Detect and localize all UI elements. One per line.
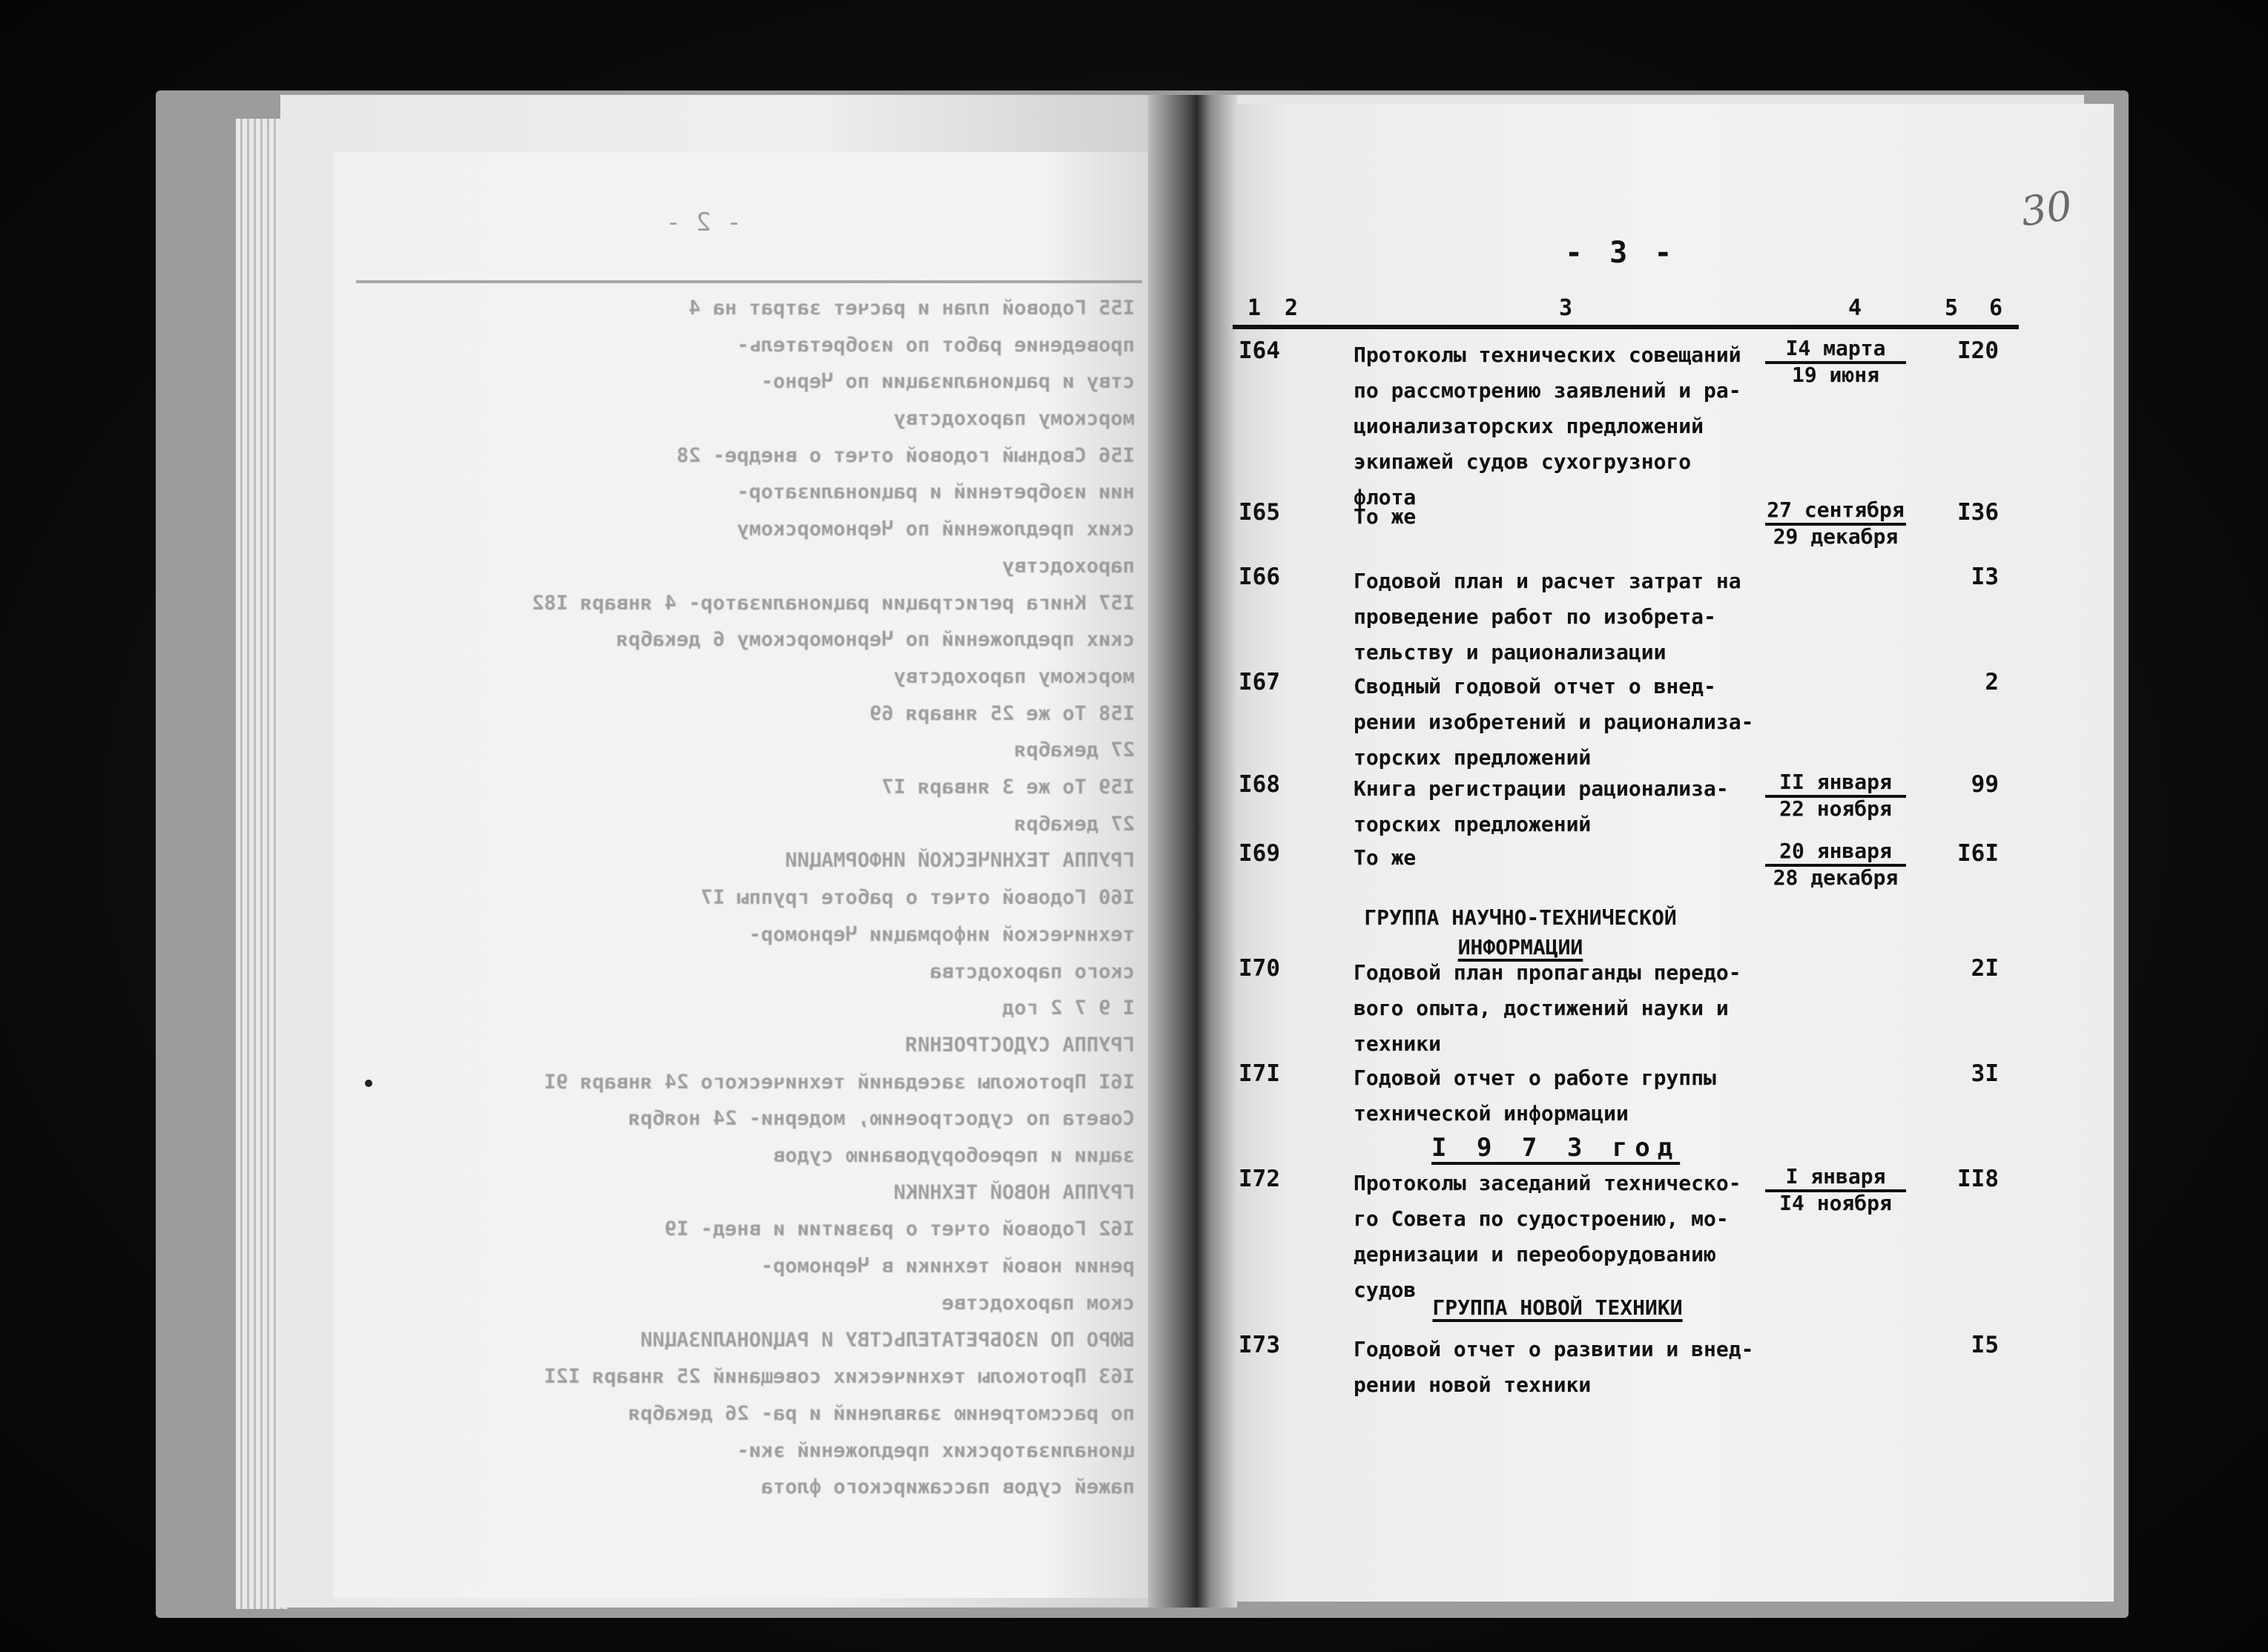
bleed-through-line: ГРУППА СУДОСТРОЕНИЯ: [906, 1034, 1135, 1057]
bleed-through-line: ских предложений по Черноморскому 6 декабря: [616, 628, 1135, 651]
bleed-through-line: пажей судов пассажирского флота: [761, 1476, 1135, 1499]
entry-title: Годовой отчет о работе группы технической информации: [1354, 1065, 1716, 1126]
left-page-bleed-through: [326, 208, 1142, 1513]
section-heading-line: ИНФОРМАЦИИ: [1457, 935, 1583, 959]
bleed-through-line: I56 Сводный годовой отчет о внедре- 28: [676, 444, 1135, 467]
entry-date-from: 20 января: [1765, 840, 1906, 867]
bleed-through-line: I58 То же 25 января 69: [869, 702, 1135, 725]
entry-dates: [1765, 337, 1906, 386]
entry-date-from: I января: [1765, 1166, 1906, 1192]
entry-date-to: 28 декабря: [1773, 865, 1899, 890]
col-header-1: 1: [1247, 295, 1262, 321]
entry-sheet-count: 2I: [1971, 955, 1999, 982]
entry-number: I65: [1239, 499, 1280, 526]
col-header-2: 2: [1285, 295, 1299, 321]
entry-number: I73: [1239, 1332, 1280, 1358]
right-page-content: [1216, 104, 2114, 1602]
bleed-through-line: ГРУППА ТЕХНИЧЕСКОЙ ИНФОРМАЦИИ: [785, 849, 1135, 872]
entry-sheet-count: II8: [1957, 1166, 1999, 1192]
bleed-through-line: зации и переоборудованию судов: [773, 1144, 1135, 1167]
bleed-through-line: ционализаторских предложений эки-: [736, 1439, 1135, 1462]
entry-title: Годовой план и расчет затрат на проведение работ по изобрета- тельству и рационализации: [1354, 569, 1741, 664]
pencil-folio-note: 30: [2017, 182, 2075, 236]
entry-sheet-count: I6I: [1957, 840, 1999, 867]
bleed-through-line: I6I Протоколы заседаний технического 24 января 9I: [544, 1071, 1135, 1094]
bleed-through-line: I55 Годовой план и расчет затрат на 4: [688, 297, 1135, 320]
section-heading-new-tech: [1394, 1293, 1721, 1323]
bleed-through-line: I 9 7 2 год: [1002, 997, 1135, 1020]
entry-title: Протоколы технических совещаний по рассмотрению заявлений и ра- ционализаторских предложений экипажей судов сухогрузного флота: [1354, 343, 1741, 509]
bleed-through-line: I59 То же 3 января I7: [881, 776, 1135, 799]
entry-number: I66: [1239, 564, 1280, 590]
page-number: - 3 -: [1565, 236, 1677, 270]
entry-title: То же: [1354, 845, 1417, 870]
section-heading-scientific-info: [1350, 903, 1691, 962]
entry-sheet-count: 99: [1971, 771, 1999, 798]
col-header-5: 5: [1945, 295, 1959, 321]
left-page-number: - 2 -: [665, 208, 742, 237]
entry-number: I7I: [1239, 1060, 1280, 1087]
bleed-through-line: проведение работ по изобретатель-: [736, 334, 1135, 357]
bleed-through-line: технической информации Черномор-: [748, 923, 1135, 946]
year-heading: I 9 7 3 год: [1431, 1133, 1681, 1163]
bleed-through-line: рении новой техники в Черномор-: [761, 1255, 1135, 1278]
column-header-row: [1233, 295, 2019, 326]
bleed-through-line: ГРУППА НОВОЙ ТЕХНИКИ: [893, 1181, 1135, 1204]
entry-date-to: 22 ноября: [1779, 796, 1892, 821]
bleed-through-line: морскому пароходству: [893, 407, 1135, 430]
ink-dot: [365, 1080, 372, 1087]
entry-sheet-count: I20: [1957, 337, 1999, 364]
entry-dates: [1765, 499, 1906, 548]
entry-number: I68: [1239, 771, 1280, 798]
bleed-through-line: 27 декабря: [1014, 813, 1135, 836]
bleed-through-line: ском пароходстве: [941, 1292, 1135, 1315]
entry-sheet-count: I36: [1957, 499, 1999, 526]
section-heading-line: ГРУППА НАУЧНО-ТЕХНИЧЕСКОЙ: [1364, 905, 1677, 930]
entry-sheet-count: I5: [1971, 1332, 1999, 1358]
bleed-through-line: ских предложений по Черноморскому: [736, 518, 1135, 541]
bleed-through-line: I57 Книга регистрации рационализатор- 4 января I82: [532, 592, 1135, 615]
bleed-through-line: ского пароходства: [929, 960, 1135, 983]
bleed-through-line: нии изобретений и рационализатор-: [736, 480, 1135, 503]
section-heading-line: ГРУППА НОВОЙ ТЕХНИКИ: [1432, 1295, 1683, 1320]
entry-date-to: I4 ноября: [1779, 1191, 1892, 1215]
bleed-through-line: Совета по судостроению, модерни- 24 ноября: [628, 1107, 1135, 1130]
bleed-through-line: ству и рационализации по Черно-: [761, 370, 1135, 393]
col-header-6: 6: [1989, 295, 2003, 321]
entry-dates: [1765, 771, 1906, 820]
bleed-through-line: пароходству: [1002, 555, 1135, 578]
entry-dates: [1765, 1166, 1906, 1215]
entry-number: I72: [1239, 1166, 1280, 1192]
entry-sheet-count: 3I: [1971, 1060, 1999, 1087]
bleed-through-line: 27 декабря: [1014, 739, 1135, 761]
entry-title: Сводный годовой отчет о внед- рении изобретений и рационализа- торских предложений: [1354, 674, 1754, 770]
entry-title: То же: [1354, 504, 1417, 529]
entry-title: Книга регистрации рационализа- торских предложений: [1354, 776, 1729, 836]
bleed-through-line: по рассмотрению заявлений и ра- 26 декабря: [628, 1402, 1135, 1425]
entry-date-from: II января: [1765, 771, 1906, 798]
left-header-rule: [356, 280, 1142, 283]
entry-sheet-count: 2: [1985, 669, 1999, 696]
bleed-through-line: морскому пароходству: [893, 665, 1135, 688]
bleed-through-line: I63 Протоколы технических совещаний 25 января I2I: [544, 1365, 1135, 1388]
entry-sheet-count: I3: [1971, 564, 1999, 590]
entry-number: I69: [1239, 840, 1280, 867]
bleed-through-line: I60 Годовой отчет о работе группы I7: [700, 886, 1135, 909]
col-header-4: 4: [1848, 295, 1862, 321]
entry-number: I67: [1239, 669, 1280, 696]
entry-title: Протоколы заседаний техническо- го Совета по судостроению, мо- дернизации и переоборудованию судов: [1354, 1171, 1741, 1302]
entry-title: Годовой отчет о развитии и внед- рении новой техники: [1354, 1337, 1754, 1397]
col-header-3: 3: [1559, 295, 1573, 321]
entry-date-to: 19 июня: [1791, 363, 1879, 387]
entry-date-to: 29 декабря: [1773, 524, 1899, 549]
entry-title: Годовой план пропаганды передо- вого опыта, достижений науки и техники: [1354, 960, 1741, 1056]
entry-number: I64: [1239, 337, 1280, 364]
entry-dates: [1765, 840, 1906, 889]
bleed-through-line: БЮРО ПО ИЗОБРЕТАТЕЛЬСТВУ И РАЦИОНАЛИЗАЦИИ: [640, 1329, 1135, 1352]
entry-number: I70: [1239, 955, 1280, 982]
entry-date-from: 27 сентября: [1765, 499, 1906, 526]
bleed-through-line: I62 Годовой отчет о развитии и внед- I9: [665, 1217, 1135, 1240]
entry-date-from: I4 марта: [1765, 337, 1906, 364]
header-rule: [1233, 325, 2019, 329]
